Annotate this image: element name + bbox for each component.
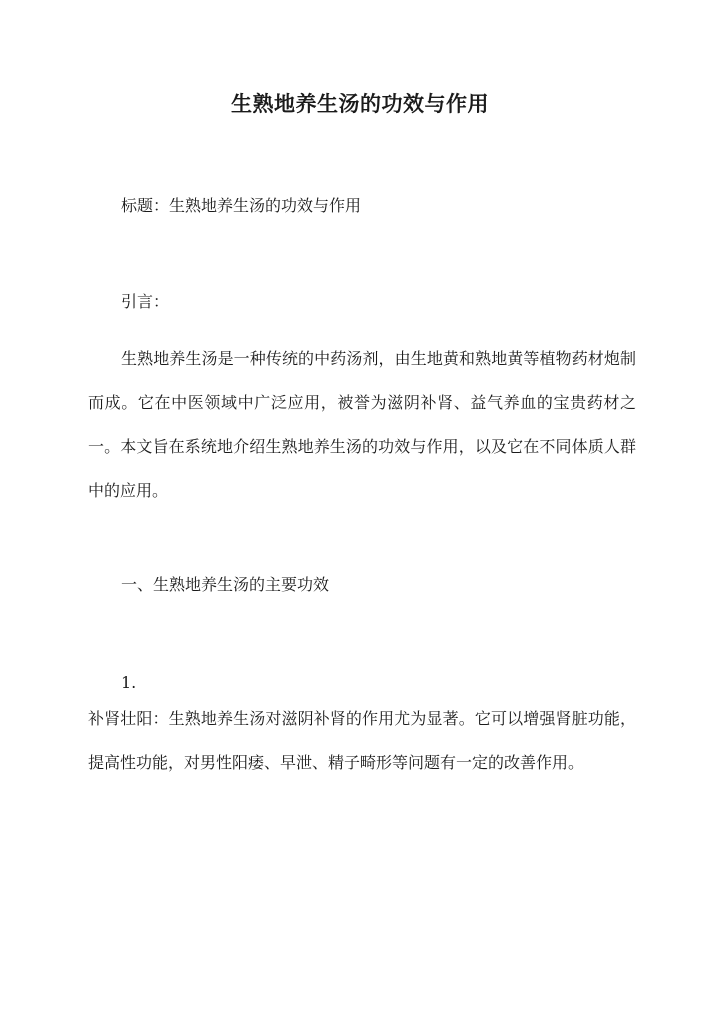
subtitle-line: 标题：生熟地养生汤的功效与作用 (121, 196, 362, 215)
list-item-text: 补肾壮阳：生熟地养生汤对滋阴补肾的作用尤为显著。它可以增强肾脏功能，提高性功能，对男性阳痿、早泄、精子畸形等问题有一定的改善作用。 (88, 709, 636, 772)
intro-heading: 引言： (121, 292, 170, 311)
section-heading: 一、生熟地养生汤的主要功效 (121, 575, 330, 594)
document-title: 生熟地养生汤的功效与作用 (231, 91, 489, 116)
intro-paragraph: 生熟地养生汤是一种传统的中药汤剂，由生地黄和熟地黄等植物药材炮制而成。它在中医领域中广泛应用，被誉为滋阴补肾、益气养血的宝贵药材之一。本文旨在系统地介绍生熟地养生汤的功效与作用，以及它在不同体质人群中的应用。 (88, 349, 636, 500)
list-item-number: 1. (121, 673, 137, 692)
